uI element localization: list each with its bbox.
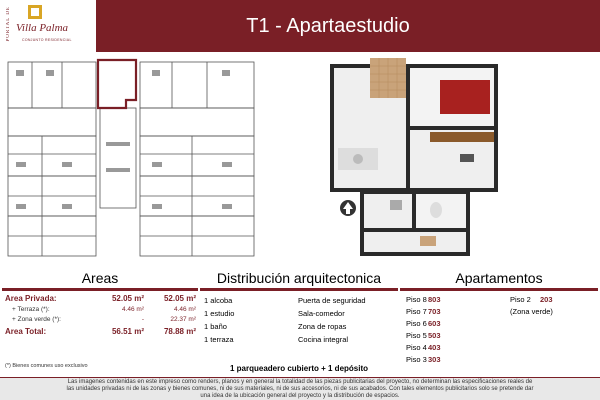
unit-floorplan-annex (360, 190, 470, 256)
logo-portal-text: PORTAL DE (6, 6, 11, 42)
area-value-1: - (141, 316, 144, 323)
disclaimer-line: una idea de la ubicación general del proyecto y la distribución de espacios. (200, 393, 400, 400)
area-label: Area Total: (5, 327, 47, 336)
area-label: + Terraza (*): (12, 306, 50, 313)
info-sections (0, 268, 600, 376)
areas-divider (2, 288, 198, 291)
area-row (2, 294, 198, 304)
distribution-title: Distribución arquitectonica (216, 270, 382, 286)
apartment-row (406, 331, 456, 341)
apartments-section (400, 268, 598, 376)
apartment-row (406, 307, 456, 317)
header-bar (96, 0, 600, 52)
area-row (2, 315, 198, 325)
apartment-row (406, 319, 456, 329)
distribution-item: Zona de ropas (298, 322, 347, 331)
distribution-divider (200, 288, 398, 291)
apartment-floor: Piso 4 (406, 343, 427, 352)
apartment-number: 703 (428, 307, 441, 316)
areas-title: Areas (81, 270, 119, 286)
logo (0, 0, 96, 52)
apartment-row (510, 295, 580, 305)
distribution-item: Cocina integral (298, 335, 349, 344)
apartment-row (406, 295, 456, 305)
distribution-item: 1 terraza (204, 335, 234, 344)
logo-subtitle: CONJUNTO RESIDENCIAL (22, 38, 72, 42)
building-floorplan (2, 58, 260, 260)
apartment-floor: Piso 8 (406, 295, 427, 304)
apartment-floor: Piso 2 (510, 295, 531, 304)
disclaimer-line: las unidades privadas ni de las zonas y bienes comunes, ni de sus materiales, ni de sus accesorios, ni de sus acabados. Con tales elementos publicitarios solo se pretende dar (66, 386, 534, 393)
distribution-item: 1 estudio (204, 309, 235, 318)
areas-section (2, 268, 198, 376)
logo-emblem-icon (28, 5, 42, 19)
footer-disclaimer (0, 377, 600, 400)
disclaimer-line: Las imagenes contenidas en este impreso como renders, planos y en general la totalidad de las piezas publicitarias del proyecto, no determinan las especificaciones reales de (67, 379, 533, 385)
area-value-2: 22.37 m² (170, 316, 196, 323)
area-value-2: 52.05 m² (163, 294, 196, 303)
apartment-number: 403 (428, 343, 441, 352)
apartments-divider (400, 288, 598, 291)
apartment-floor: Piso 5 (406, 331, 427, 340)
area-label: Area Privada: (5, 294, 57, 303)
area-row (2, 327, 198, 337)
apartment-number: 503 (428, 331, 441, 340)
area-row (2, 305, 198, 315)
parking-info: 1 parqueadero cubierto + 1 depósito (229, 364, 369, 373)
apartment-number: 203 (540, 295, 553, 304)
area-value-1: 52.05 m² (111, 294, 144, 303)
areas-note: (*) Bienes comunes uso exclusivo (5, 363, 88, 369)
area-value-2: 78.88 m² (163, 327, 196, 336)
apartment-floor: Piso 7 (406, 307, 427, 316)
distribution-section (200, 268, 398, 376)
apartment-number: 803 (428, 295, 441, 304)
area-value-2: 4.46 m² (173, 306, 196, 313)
apartment-floor: Piso 6 (406, 319, 427, 328)
apartment-extra: (Zona verde) (510, 307, 553, 316)
area-value-1: 4.46 m² (121, 306, 144, 313)
apartment-row (406, 355, 456, 365)
apartment-floor: Piso 3 (406, 355, 427, 364)
distribution-item: Sala-comedor (298, 309, 345, 318)
distribution-item: 1 alcoba (204, 296, 233, 305)
apartment-row (406, 343, 456, 353)
distribution-item: Puerta de seguridad (298, 296, 366, 305)
area-label: + Zona verde (*): (12, 316, 61, 323)
apartment-number: 303 (428, 355, 441, 364)
page-title: T1 - Apartaestudio (246, 15, 410, 37)
logo-script-text: Villa Palma (16, 22, 69, 34)
distribution-item: 1 baño (204, 322, 227, 331)
apartment-number: 603 (428, 319, 441, 328)
apartments-title: Apartamentos (455, 270, 543, 286)
area-value-1: 56.51 m² (111, 327, 144, 336)
